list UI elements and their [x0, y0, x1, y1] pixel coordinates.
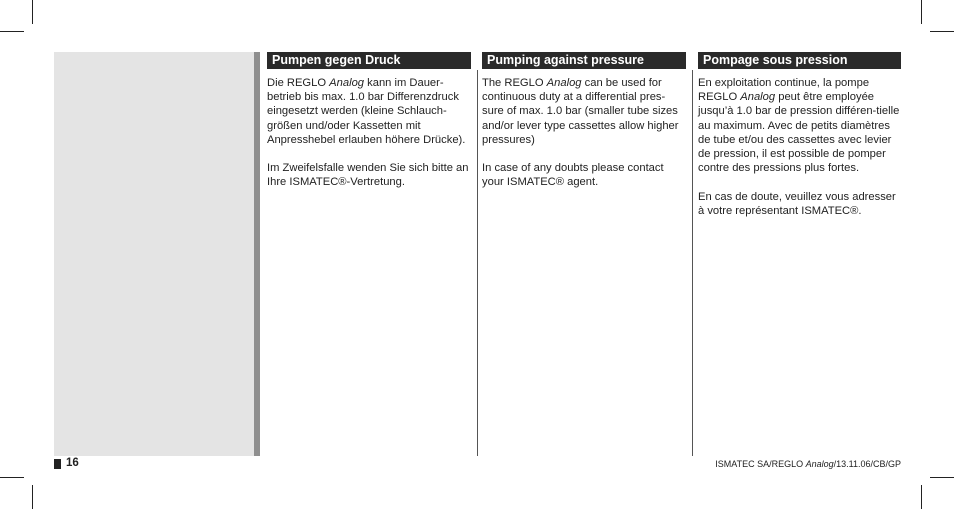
- crop-mark: [930, 31, 954, 32]
- column-french: [698, 52, 901, 232]
- section-body: [698, 76, 901, 218]
- column-divider: [477, 70, 478, 456]
- crop-mark: [0, 477, 24, 478]
- section-heading: Pumpen gegen Druck: [267, 52, 471, 69]
- crop-mark: [0, 31, 24, 32]
- margin-panel: [54, 52, 254, 456]
- margin-rule: [254, 52, 260, 456]
- section-heading: Pumping against pressure: [482, 52, 686, 69]
- intro-paragraph: Die REGLO Analog kann im Dauer-betrieb bis max. 1.0 bar Differenzdruck eingesetzt werden (kleine Schlauch-größen und/oder Kassetten mit Anpresshebel erlauben höhere Drücke).: [267, 77, 466, 146]
- contact-paragraph: In case of any doubts please contact your ISMATEC® agent.: [482, 162, 664, 189]
- page-marker: [54, 459, 61, 469]
- section-body: [267, 76, 471, 190]
- section-heading: Pompage sous pression: [698, 52, 901, 69]
- column-english: [482, 52, 686, 204]
- column-divider: [692, 70, 693, 456]
- column-german: [267, 52, 471, 204]
- crop-mark: [32, 0, 33, 24]
- section-body: [482, 76, 686, 190]
- crop-mark: [921, 485, 922, 509]
- crop-mark: [930, 477, 954, 478]
- page-number: 16: [66, 457, 79, 469]
- contact-paragraph: Im Zweifelsfalle wenden Sie sich bitte an Ihre ISMATEC®-Vertretung.: [267, 162, 469, 189]
- crop-mark: [32, 485, 33, 509]
- intro-paragraph: En exploitation continue, la pompe REGLO Analog peut être employée jusqu’à 1.0 bar de pression différen-tielle au maximum. Avec de petits diamètres de tube et/ou des cassettes avec levier de pression, il est possible de pomper contre des pressions plus fortes.: [698, 77, 900, 175]
- contact-paragraph: En cas de doute, veuillez vous adresser à votre représentant ISMATEC®.: [698, 190, 896, 217]
- crop-mark: [921, 0, 922, 24]
- intro-paragraph: The REGLO Analog can be used for continuous duty at a differential pres-sure of max. 1.0 bar (smaller tube sizes and/or lever type cassettes allow higher pressures): [482, 77, 679, 146]
- document-reference: ISMATEC SA/REGLO Analog/13.11.06/CB/GP: [715, 459, 901, 469]
